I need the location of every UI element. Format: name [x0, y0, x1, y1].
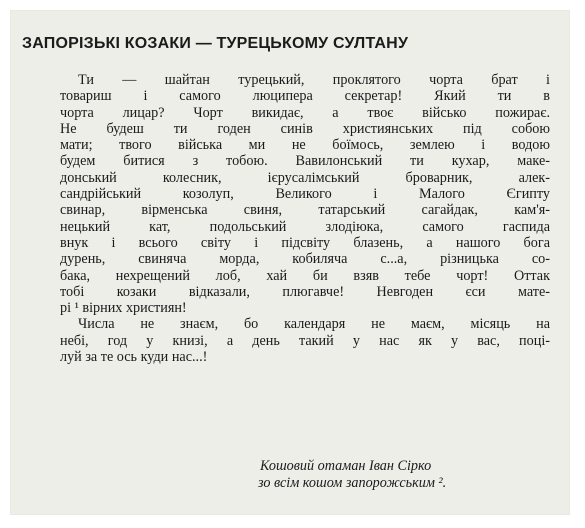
text-line: сандрійський козолуп, Великого і Малого Єгипту: [60, 186, 550, 203]
text-line: мати; твого війська ми не боїмось, землею і водою: [60, 137, 550, 154]
signature-block: [258, 458, 558, 492]
text-line: товариш і самого люципера секретар! Який ти в: [60, 88, 550, 105]
text-line: чорта лицар? Чорт викидає, а твоє військо пожирає.: [60, 104, 550, 121]
text-line: рі ¹ вірних християн!: [60, 300, 187, 317]
signature-line-2: зо всім кошом запорожським ².: [258, 475, 447, 491]
text-line: бака, нехрещений лоб, хай би взяв тебе чорт! Оттак: [60, 267, 550, 284]
text-line: Числа не знаєм, бо календаря не маєм, місяць на: [78, 316, 550, 333]
letter-body: [60, 72, 550, 365]
text-line: донський колесник, ієрусалімський броварник, алек-: [60, 169, 550, 186]
document-title: ЗАПОРІЗЬКІ КОЗАКИ — ТУРЕЦЬКОМУ СУЛТАНУ: [22, 35, 409, 52]
text-line: небі, год у книзі, а день такий у нас як у вас, поці-: [60, 332, 550, 349]
paragraph-2: [60, 316, 550, 365]
paragraph-1: [60, 72, 550, 316]
text-line: луй за те ось куди нас...!: [60, 349, 208, 366]
text-line: внук і всього світу і підсвіту блазень, а нашого бога: [60, 234, 550, 251]
text-line: Не будеш ти годен синів християнських під собою: [60, 120, 550, 137]
text-line: нецький кат, подольський злодіюка, самого гаспида: [60, 218, 550, 235]
text-line: тобі козаки відказали, плюгавче! Невгоден єси мате-: [60, 283, 550, 300]
text-line: Ти — шайтан турецький, проклятого чорта брат і: [78, 72, 550, 88]
text-line: дурень, свиняча морда, кобиляча с...а, різницька со-: [60, 251, 550, 268]
signature-line-1: Кошовий отаман Іван Сірко: [260, 458, 432, 474]
text-line: свинар, вірменська свиня, татарський сагайдак, кам'я-: [60, 202, 550, 219]
text-line: будем битися з тобою. Вавилонський ти кухар, маке-: [60, 153, 550, 170]
